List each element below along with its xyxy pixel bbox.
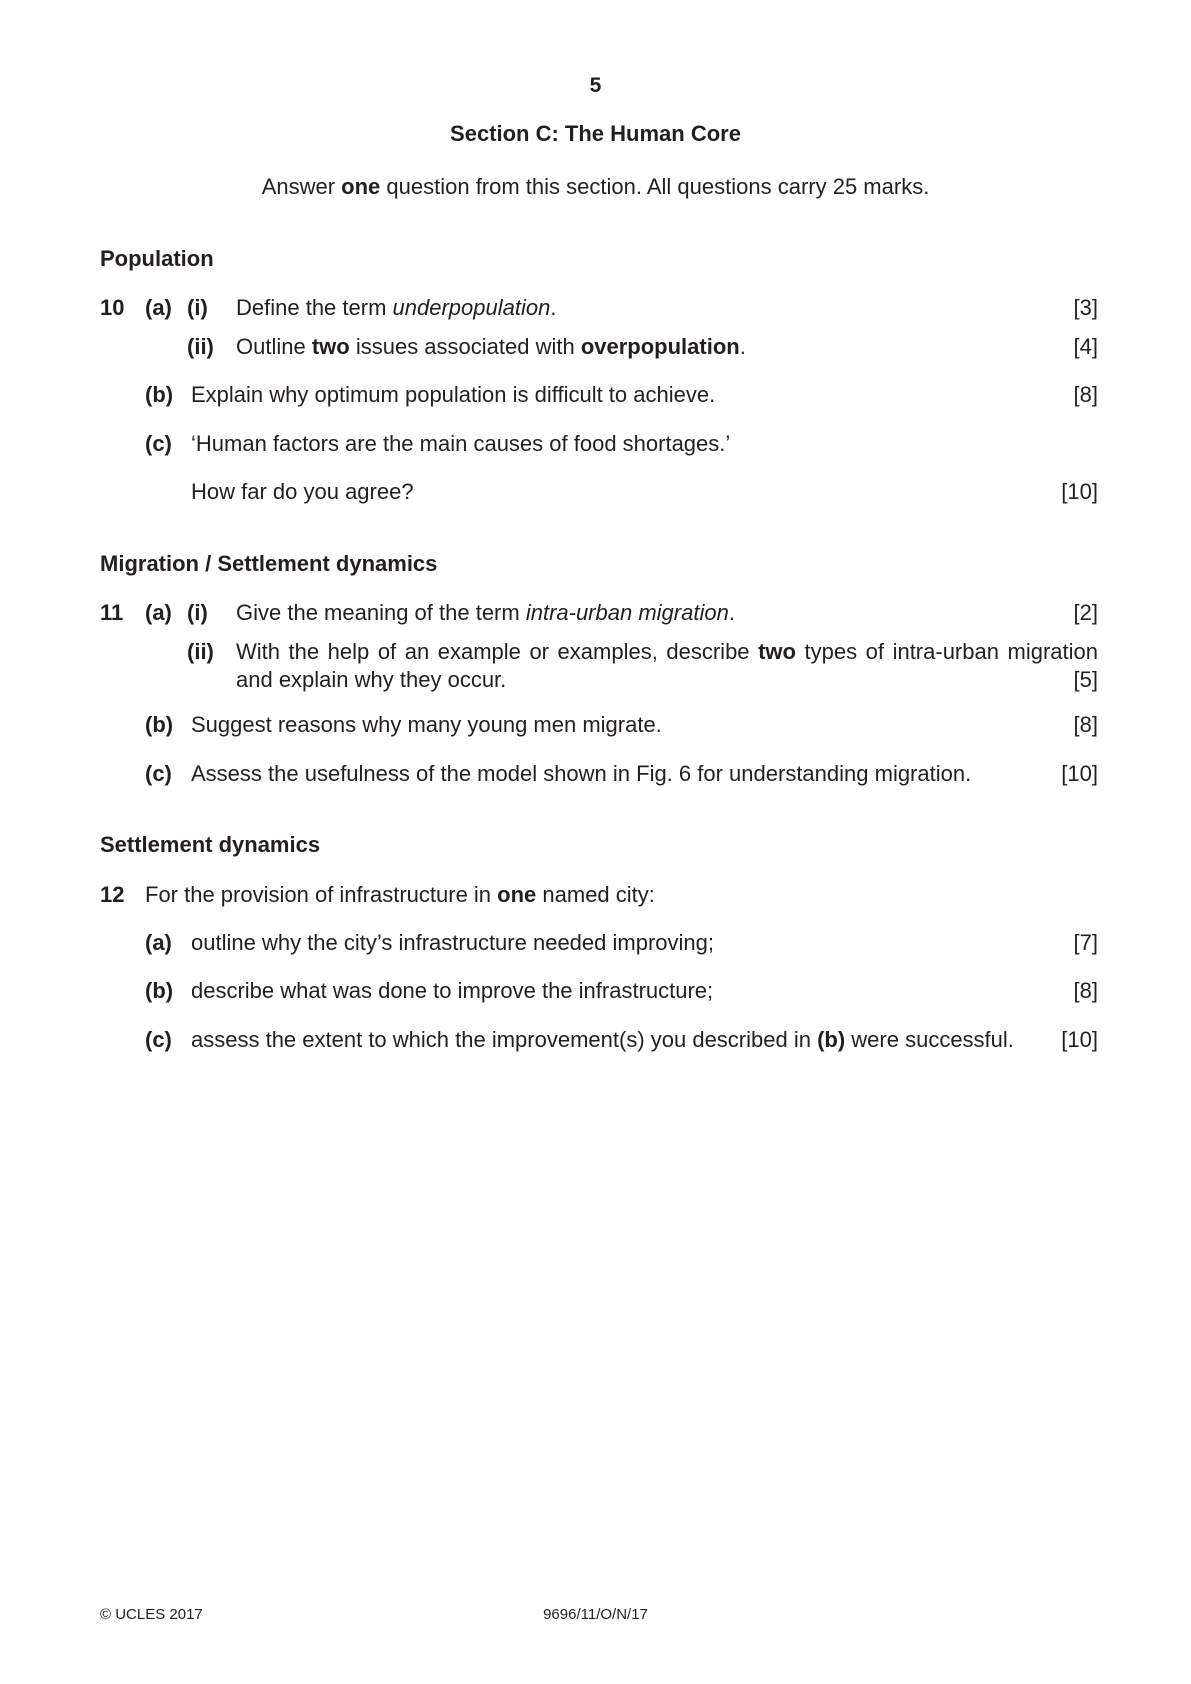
page-number: 5 bbox=[589, 74, 602, 97]
marks: [10] bbox=[1061, 1027, 1098, 1052]
part-label: (a) bbox=[145, 600, 172, 625]
text-segment: . bbox=[739, 334, 746, 359]
part-label: (c) bbox=[145, 761, 172, 786]
marks: [8] bbox=[1073, 382, 1098, 407]
marks: [8] bbox=[1073, 712, 1098, 737]
question-text bbox=[236, 294, 556, 322]
question-10-c bbox=[100, 430, 1098, 458]
question-number: 12 bbox=[100, 882, 125, 907]
question-text: describe what was done to improve the infrastructure; bbox=[191, 978, 714, 1003]
question-11-a-ii bbox=[100, 638, 1098, 694]
question-12-c bbox=[100, 1026, 1098, 1054]
instruction-text bbox=[0, 174, 1191, 200]
text-italic: intra-urban migration bbox=[525, 600, 729, 625]
text-segment: were successful. bbox=[845, 1027, 1014, 1052]
part-label: (b) bbox=[145, 382, 174, 407]
question-quote: ‘Human factors are the main causes of food shortages.’ bbox=[191, 431, 731, 456]
instruction-post: question from this section. All questions carry 25 marks. bbox=[380, 174, 930, 199]
text-segment: . bbox=[728, 600, 735, 625]
subpart-label: (i) bbox=[187, 600, 208, 625]
footer-copyright: © UCLES 2017 bbox=[100, 1606, 203, 1623]
section-title: Section C: The Human Core bbox=[450, 121, 741, 146]
question-number: 10 bbox=[100, 295, 125, 320]
part-label: (a) bbox=[145, 930, 172, 955]
heading-migration: Migration / Settlement dynamics bbox=[100, 551, 438, 576]
marks: [3] bbox=[1073, 295, 1098, 320]
footer-code: 9696/11/O/N/17 bbox=[543, 1606, 648, 1623]
subpart-label: (i) bbox=[187, 295, 208, 320]
text-segment: named city: bbox=[536, 882, 655, 907]
marks: [5] bbox=[1073, 667, 1098, 692]
text-segment: issues associated with bbox=[349, 334, 581, 359]
marks: [2] bbox=[1073, 600, 1098, 625]
question-text bbox=[236, 638, 1098, 666]
heading-settlement: Settlement dynamics bbox=[100, 832, 321, 857]
part-label: (b) bbox=[145, 978, 174, 1003]
marks: [10] bbox=[1061, 479, 1098, 504]
subpart-label: (ii) bbox=[187, 639, 214, 664]
question-text bbox=[191, 1026, 1014, 1054]
question-text bbox=[236, 599, 735, 627]
subpart-label: (ii) bbox=[187, 334, 214, 359]
question-10-c-prompt bbox=[100, 478, 1098, 506]
text-bold: overpopulation bbox=[580, 334, 740, 359]
text-bold: (b) bbox=[817, 1027, 846, 1052]
instruction-bold: one bbox=[341, 174, 381, 199]
question-12-a bbox=[100, 929, 1098, 957]
question-11-b bbox=[100, 711, 1098, 739]
question-10-a-i bbox=[100, 294, 1098, 322]
question-12-b bbox=[100, 977, 1098, 1005]
question-11-a-i bbox=[100, 599, 1098, 627]
text-bold: two bbox=[311, 334, 350, 359]
text-segment: For the provision of infrastructure in bbox=[145, 882, 498, 907]
question-text bbox=[145, 881, 655, 909]
marks: [7] bbox=[1073, 930, 1098, 955]
question-text-continued: and explain why they occur. bbox=[236, 667, 507, 692]
text-segment: Define the term bbox=[236, 295, 393, 320]
marks: [4] bbox=[1073, 334, 1098, 359]
question-text: outline why the city’s infrastructure needed improving; bbox=[191, 930, 714, 955]
question-10-b bbox=[100, 381, 1098, 409]
question-12-stem bbox=[100, 881, 1098, 909]
marks: [10] bbox=[1061, 761, 1098, 786]
text-segment: With the help of an example or examples, describe bbox=[236, 639, 759, 664]
question-11-c bbox=[100, 760, 1098, 788]
text-bold: one bbox=[497, 882, 537, 907]
text-segment: . bbox=[550, 295, 557, 320]
instruction-pre: Answer bbox=[261, 174, 342, 199]
text-segment: Give the meaning of the term bbox=[236, 600, 526, 625]
part-label: (a) bbox=[145, 295, 172, 320]
question-text: Suggest reasons why many young men migrate. bbox=[191, 712, 662, 737]
question-text: Explain why optimum population is difficult to achieve. bbox=[191, 382, 716, 407]
text-segment: types of intra-urban migration bbox=[795, 639, 1098, 664]
question-text bbox=[236, 333, 746, 361]
text-bold: two bbox=[758, 639, 796, 664]
part-label: (b) bbox=[145, 712, 174, 737]
question-number: 11 bbox=[100, 600, 124, 625]
question-text: How far do you agree? bbox=[191, 479, 414, 504]
question-text: Assess the usefulness of the model shown in Fig. 6 for understanding migration. bbox=[191, 761, 972, 786]
text-segment: assess the extent to which the improvement(s) you described in bbox=[191, 1027, 818, 1052]
part-label: (c) bbox=[145, 431, 172, 456]
question-10-a-ii bbox=[100, 333, 1098, 361]
marks: [8] bbox=[1073, 978, 1098, 1003]
text-italic: underpopulation bbox=[392, 295, 551, 320]
heading-population: Population bbox=[100, 246, 214, 271]
part-label: (c) bbox=[145, 1027, 172, 1052]
text-segment: Outline bbox=[236, 334, 312, 359]
